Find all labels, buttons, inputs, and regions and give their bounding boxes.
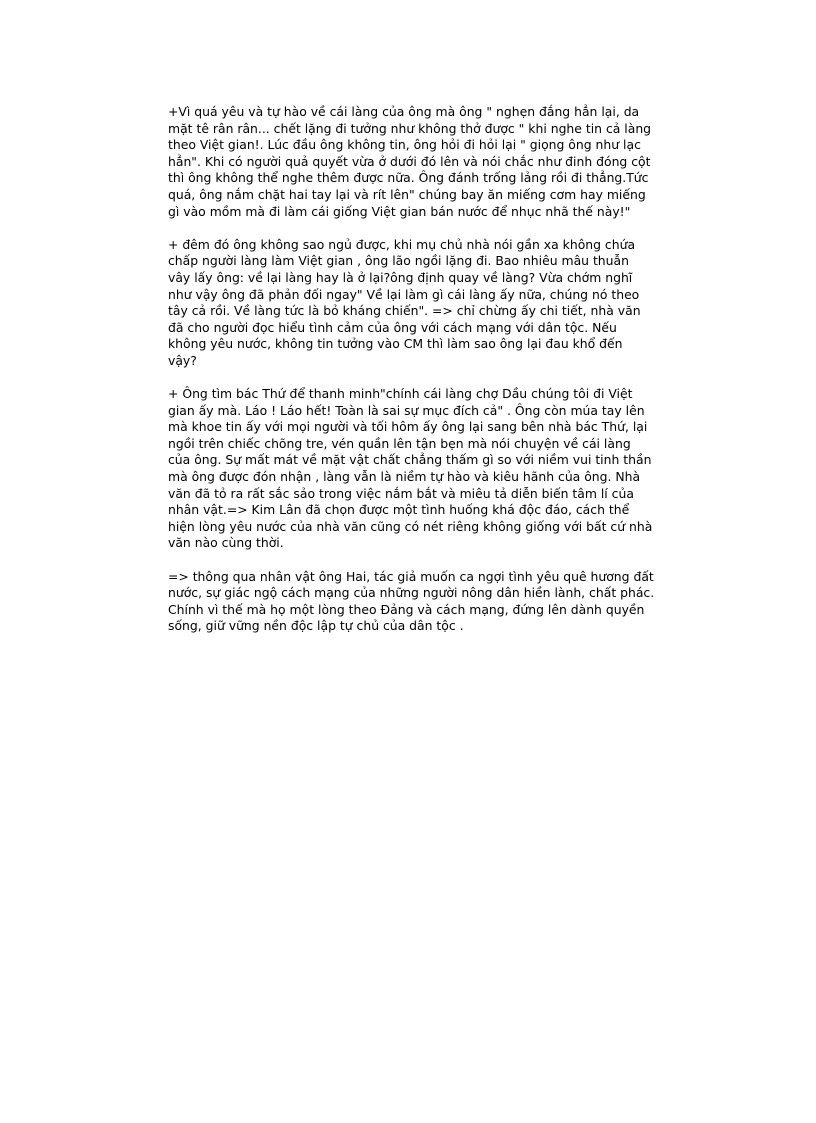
document-body [168,104,700,652]
paragraph-2: + đêm đó ông không sao ngủ được, khi mụ chủ nhà nói gần xa không chứa chấp người làng làm Việt gian , ông lão ngồi lặng đi. Bao nhiêu mâu thuẫn vây lấy ông: về lại làng hay là ở lại?ông định quay về làng? Vừa chớm nghĩ như vậy ông đã phản đối ngay" Về lại làm gì cái làng ấy nữa, chúng nó theo tây cả rồi. Về làng tức là bỏ kháng chiến". => chỉ chừng ấy chi tiết, nhà văn đã cho người đọc hiểu tình cảm của ông với cách mạng với dân tộc. Nếu không yêu nước, không tin tưởng vào CM thì làm sao ông lại đau khổ đến vậy? [168,236,641,368]
paragraph-3: + Ông tìm bác Thứ để thanh minh"chính cái làng chợ Dầu chúng tôi đi Việt gian ấy mà. Láo ! Láo hết! Toàn là sai sự mục đích cả" . Ông còn múa tay lên mà khoe tin ấy với mọi người và tối hôm ấy ông lại sang bên nhà bác Thứ, lại ngồi trên chiếc chõng tre, vén quần lên tận bẹn mà nói chuyện về cái làng của ông. Sự mất mát về mặt vật chất chẳng thấm gì so với niềm vui tinh thần mà ông được đón nhận , làng vẫn là niềm tự hào và kiêu hãnh của ông. Nhà văn đã tỏ ra rất sắc sảo trong việc nắm bắt và miêu tả diễn biến tâm lí của nhân vật.=> Kim Lân đã chọn được một tình huống khá độc đáo, cách thể hiện lòng yêu nước của nhà văn cũng có nét riêng không giống với bất cứ nhà văn nào cùng thời. [168,386,653,551]
paragraph-4: => thông qua nhân vật ông Hai, tác giả muốn ca ngợi tình yêu quê hương đất nước, sự giác ngộ cách mạng của những người nông dân hiền lành, chất phác. Chính vì thế mà họ một lòng theo Đảng và cách mạng, đứng lên dành quyền sống, giữ vững nền độc lập tự chủ của dân tộc . [168,568,655,634]
paragraph-1: +Vì quá yêu và tự hào về cái làng của ông mà ông " nghẹn đắng hẳn lại, da mặt tê rân rân... chết lặng đi tưởng như không thở được " khi nghe tin cả làng theo Việt gian!. Lúc đầu ông không tin, ông hỏi đi hỏi lại " giọng ông như lạc hẳn". Khi có người quả quyết vừa ở dưới đó lên và nói chắc như đinh đóng cột thì ông không thể nghe thêm được nữa. Ông đánh trống lảng rồi đi thẳng.Tức quá, ông nắm chặt hai tay lại và rít lên" chúng bay ăn miếng cơm hay miếng gì vào mồm mà đi làm cái giống Việt gian bán nước để nhục nhã thế này!" [168,104,652,219]
